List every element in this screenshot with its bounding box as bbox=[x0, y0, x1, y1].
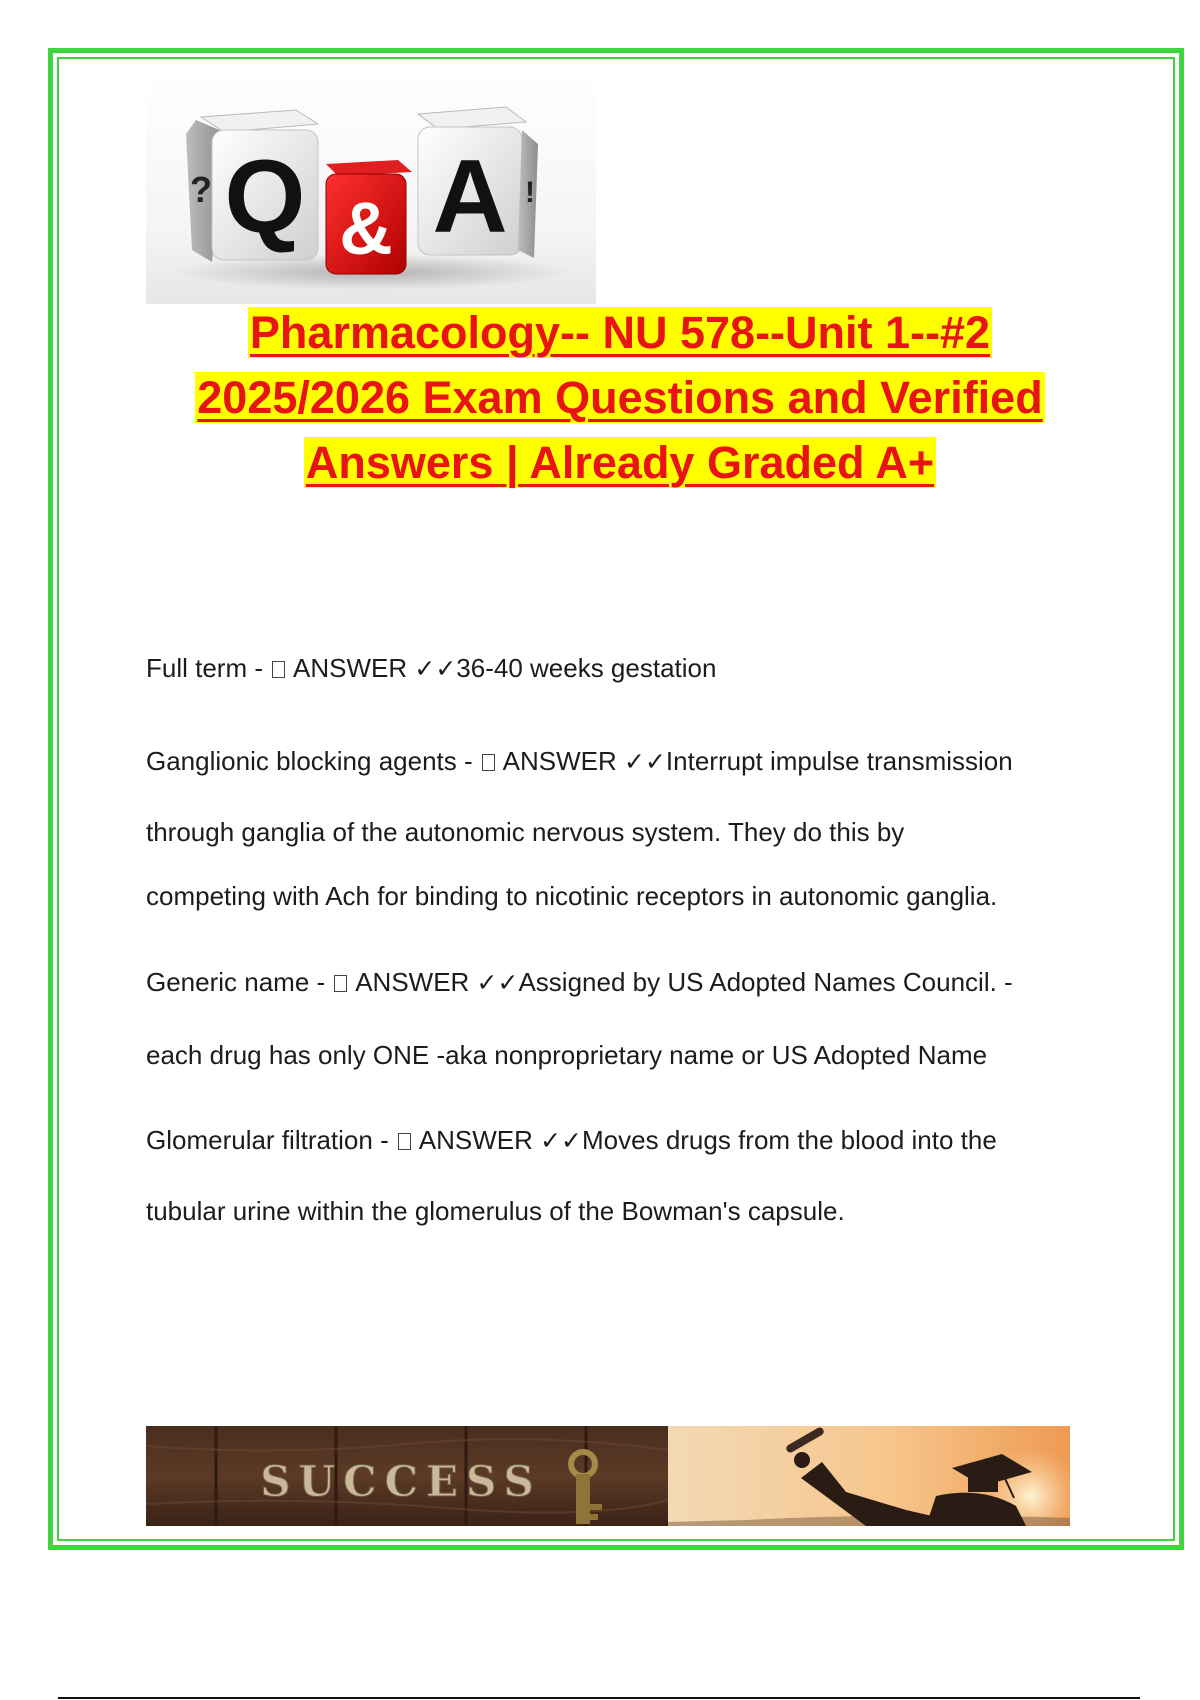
qa-term: Glomerular filtration - bbox=[146, 1125, 396, 1155]
footer-divider bbox=[58, 1697, 1140, 1699]
missing-glyph-icon bbox=[398, 1133, 411, 1150]
qa-line: through ganglia of the autonomic nervous system. They do this by bbox=[146, 817, 905, 847]
answer-label: ANSWER bbox=[412, 1125, 541, 1155]
qa-line: each drug has only ONE -aka nonproprietary name or US Adopted Name bbox=[146, 1040, 988, 1070]
qa-answer: 36-40 weeks gestation bbox=[456, 653, 717, 683]
qa-term: Ganglionic blocking agents - bbox=[146, 746, 480, 776]
title-line-2: 2025/2026 Exam Questions and Verified bbox=[197, 372, 1043, 423]
qa-item-ganglionic-blocking-agents bbox=[146, 746, 1106, 911]
qa-answer: Interrupt impulse transmission bbox=[665, 746, 1013, 776]
qa-line bbox=[146, 967, 1106, 997]
qa-line bbox=[146, 746, 1106, 776]
answer-label: ANSWER bbox=[287, 653, 415, 683]
check-icon: ✓✓ bbox=[540, 1126, 583, 1155]
document-title bbox=[130, 300, 1110, 495]
check-icon: ✓✓ bbox=[414, 654, 457, 683]
missing-glyph-icon bbox=[272, 661, 285, 678]
qa-line: competing with Ach for binding to nicotinic receptors in autonomic ganglia. bbox=[146, 881, 998, 911]
check-icon: ✓✓ bbox=[476, 968, 519, 997]
qa-answer: Assigned by US Adopted Names Council. - bbox=[518, 967, 1013, 997]
logo-letter-ampersand: & bbox=[339, 187, 393, 270]
title-line-3: Answers | Already Graded A+ bbox=[305, 437, 935, 488]
qa-item-generic-name bbox=[146, 967, 1106, 1070]
qa-item-full-term bbox=[146, 653, 1106, 683]
qa-item-glomerular-filtration bbox=[146, 1125, 1106, 1226]
qa-line: tubular urine within the glomerulus of the Bowman's capsule. bbox=[146, 1196, 845, 1226]
check-icon: ✓✓ bbox=[624, 747, 666, 776]
title-line-1: Pharmacology-- NU 578--Unit 1--#2 bbox=[249, 307, 991, 358]
qa-dice-icon bbox=[146, 72, 596, 304]
qa-line bbox=[146, 1125, 1106, 1155]
qa-term: Generic name - bbox=[146, 967, 333, 997]
banner-success-text: SUCCESS bbox=[260, 1457, 542, 1506]
answer-label: ANSWER bbox=[496, 746, 625, 776]
logo-letter-a: A bbox=[432, 139, 508, 255]
qa-term: Full term - bbox=[146, 653, 271, 683]
logo-symbol-question: ? bbox=[190, 169, 212, 210]
qa-answer: Moves drugs from the blood into the bbox=[582, 1125, 997, 1155]
missing-glyph-icon bbox=[482, 754, 495, 771]
success-banner bbox=[146, 1426, 1070, 1526]
logo-letter-q: Q bbox=[224, 139, 306, 255]
logo-symbol-exclamation: ! bbox=[525, 176, 535, 209]
answer-label: ANSWER bbox=[349, 967, 477, 997]
qa-line bbox=[146, 653, 1106, 683]
missing-glyph-icon bbox=[334, 975, 347, 992]
